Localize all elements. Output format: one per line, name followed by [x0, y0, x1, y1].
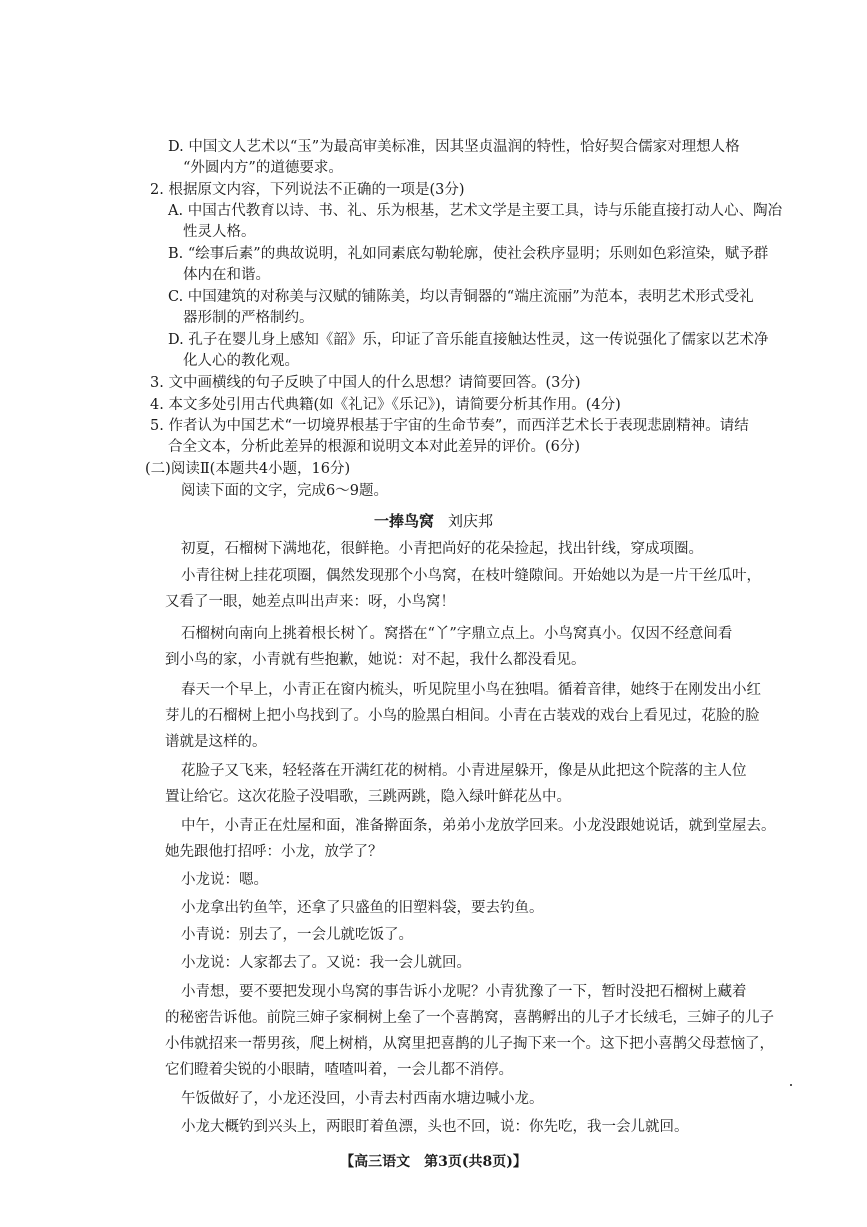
- section-heading: (二)阅读Ⅱ(本题共4小题，16分): [145, 461, 351, 477]
- section-instruction: 阅读下面的文字，完成6～9题。: [181, 483, 388, 499]
- scan-speck: [790, 1084, 792, 1086]
- q2-option-d-line1: D. 孔子在婴儿身上感知《韶》乐，印证了音乐能直接触达性灵，这一传说强化了儒家以艺术净: [168, 332, 769, 348]
- q2-stem: 2. 根据原文内容，下列说法不正确的一项是(3分): [150, 182, 465, 198]
- story-line: 小龙拿出钓鱼竿，还拿了只盛鱼的旧塑料袋，要去钓鱼。: [181, 900, 544, 916]
- story-line: 小青往树上挂花项圈，偶然发现那个小鸟窝，在枝叶缝隙间。开始她以为是一片干丝瓜叶，: [181, 568, 761, 584]
- story-title: 一捧鸟窝: [373, 512, 434, 530]
- story-line: 小青说：别去了，一会儿就吃饭了。: [181, 927, 413, 943]
- story-line: 午饭做好了，小龙还没回，小青去村西南水塘边喊小龙。: [181, 1091, 544, 1107]
- story-line: 小伟就招来一帮男孩，爬上树梢，从窝里把喜鹊的儿子掏下来一个。这下把小喜鹊父母惹恼了，: [165, 1036, 774, 1052]
- story-line: 又看了一眼，她差点叫出声来：呀，小鸟窝！: [165, 594, 455, 610]
- q2-option-b-line1: B. “绘事后素”的典故说明，礼如同素底勾勒轮廓，使社会秩序显明；乐则如色彩渲染，赋予群: [168, 246, 769, 262]
- page-footer: 【高三语文 第3页(共8页)】: [340, 1154, 527, 1170]
- q5-line2: 合全文本，分析此差异的根源和说明文本对此差异的评价。(6分): [168, 439, 581, 455]
- q3-text: 3. 文中画横线的句子反映了中国人的什么思想？请简要回答。(3分): [150, 375, 581, 391]
- story-line: 小龙说：人家都去了。又说：我一会儿就回。: [181, 955, 471, 971]
- story-title-line: [0, 511, 867, 531]
- story-line: 置让给它。这次花脸子没唱歌，三跳两跳，隐入绿叶鲜花丛中。: [165, 789, 571, 805]
- q2-option-a-line2: 性灵人格。: [183, 224, 256, 240]
- story-line: 小青想，要不要把发现小鸟窝的事告诉小龙呢？小青犹豫了一下，暂时没把石榴树上藏着: [181, 984, 747, 1000]
- q2-option-a-line1: A. 中国古代教育以诗、书、礼、乐为根基，艺术文学是主要工具，诗与乐能直接打动人心、陶冶: [168, 203, 783, 219]
- story-line: 春天一个早上，小青正在窗内梳头，听见院里小鸟在独唱。循着音律，她终于在刚发出小红: [181, 682, 761, 698]
- story-line: 小龙大概钓到兴头上，两眼盯着鱼漂，头也不回，说：你先吃，我一会儿就回。: [181, 1119, 689, 1135]
- story-line: 小龙说：嗯。: [181, 872, 268, 888]
- story-line: 花脸子又飞来，轻轻落在开满红花的树梢。小青进屋躲开，像是从此把这个院落的主人位: [181, 763, 747, 779]
- story-author: 刘庆邦: [448, 512, 494, 530]
- q4-text: 4. 本文多处引用古代典籍(如《礼记》《乐记》)，请简要分析其作用。(4分): [150, 397, 621, 413]
- story-line: 芽儿的石榴树上把小鸟找到了。小鸟的脸黑白相间。小青在古装戏的戏台上看见过，花脸的脸: [165, 708, 760, 724]
- story-line: 中午，小青正在灶屋和面，准备擀面条，弟弟小龙放学回来。小龙没跟她说话，就到堂屋去。: [181, 818, 776, 834]
- q2-option-b-line2: 体内在和谐。: [183, 267, 270, 283]
- q1-option-d-line2: “外圆内方”的道德要求。: [183, 160, 343, 176]
- q2-option-c-line2: 器形制的严格制约。: [183, 310, 314, 326]
- q1-option-d-line1: D. 中国文人艺术以“玉”为最高审美标准，因其坚贞温润的特性，恰好契合儒家对理想人格: [168, 139, 740, 155]
- story-line: 石榴树向南向上挑着根长树丫。窝搭在“丫”字鼎立点上。小鸟窝真小。仅因不经意间看: [181, 626, 733, 642]
- story-line: 的秘密告诉他。前院三婶子家桐树上垒了一个喜鹊窝，喜鹊孵出的儿子才长绒毛，三婶子的儿子: [165, 1010, 774, 1026]
- q5-line1: 5. 作者认为中国艺术“一切境界根基于宇宙的生命节奏”，而西洋艺术长于表现悲剧精神。请结: [150, 418, 749, 434]
- story-line: 初夏，石榴树下满地花，很鲜艳。小青把尚好的花朵捡起，找出针线，穿成项圈。: [181, 541, 703, 557]
- q2-option-c-line1: C. 中国建筑的对称美与汉赋的铺陈美，均以青铜器的“端庄流丽”为范本，表明艺术形式受礼: [168, 289, 754, 305]
- story-line: 它们瞪着尖锐的小眼睛，喳喳叫着，一会儿都不消停。: [165, 1062, 513, 1078]
- story-line: 谱就是这样的。: [165, 734, 267, 750]
- q2-option-d-line2: 化人心的教化观。: [183, 353, 299, 369]
- story-line: 她先跟他打招呼：小龙，放学了？: [165, 844, 383, 860]
- story-line: 到小鸟的家，小青就有些抱歉，她说：对不起，我什么都没看见。: [165, 652, 586, 668]
